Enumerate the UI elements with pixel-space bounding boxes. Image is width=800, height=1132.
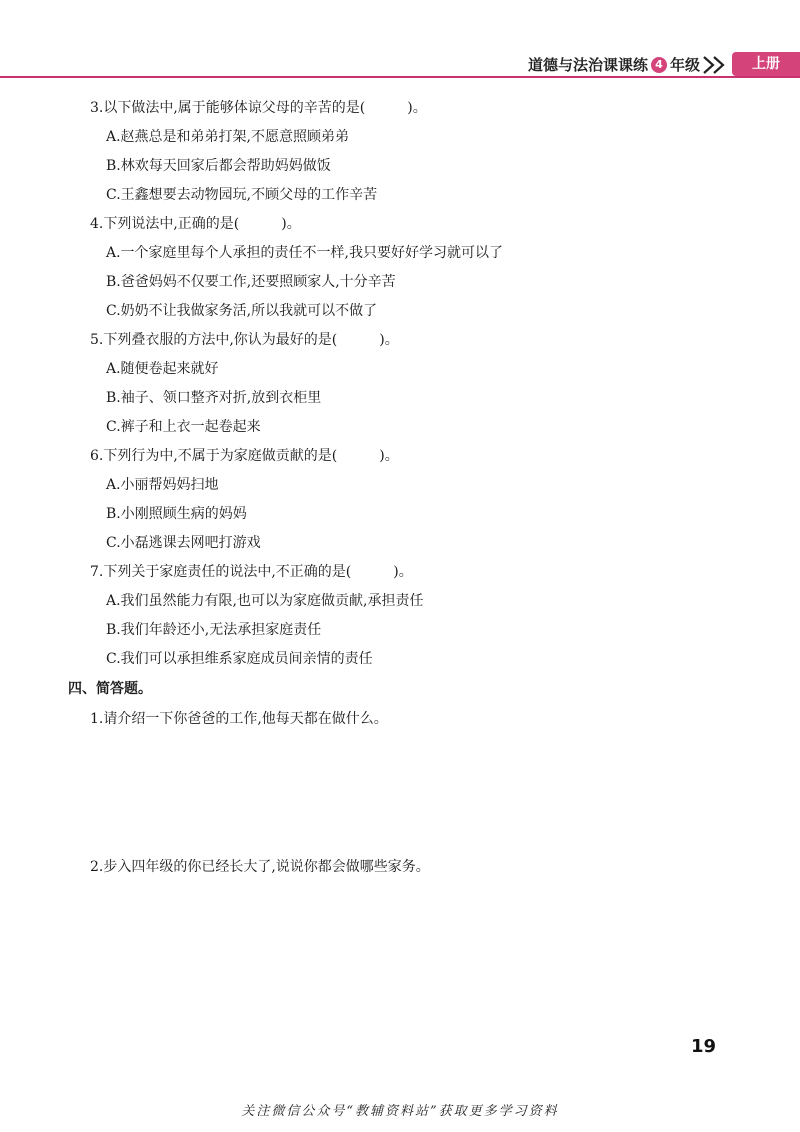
question-stem: 7.下列关于家庭责任的说法中,不正确的是( )。: [90, 564, 413, 580]
footer-note: 关注微信公众号“教辅资料站”获取更多学习资料: [241, 1104, 559, 1119]
header-rule: [0, 76, 800, 78]
question-3: [68, 94, 728, 210]
question-5: [68, 326, 728, 442]
grade-badge: 4: [651, 57, 667, 73]
worksheet-content: [68, 94, 728, 882]
option-c: C.小磊逃课去网吧打游戏: [106, 535, 261, 551]
option-a: A.小丽帮妈妈扫地: [106, 477, 219, 493]
header-title: [528, 54, 728, 75]
short-answer-question-2: 2.步入四年级的你已经长大了,说说你都会做哪些家务。: [90, 859, 430, 875]
double-chevron-right-icon: [702, 55, 728, 75]
option-b: B.林欢每天回家后都会帮助妈妈做饭: [106, 158, 331, 174]
option-b: B.我们年龄还小,无法承担家庭责任: [106, 622, 322, 638]
question-stem: 5.下列叠衣服的方法中,你认为最好的是( )。: [90, 332, 399, 348]
option-a: A.我们虽然能力有限,也可以为家庭做贡献,承担责任: [106, 593, 424, 609]
option-c: C.王鑫想要去动物园玩,不顾父母的工作辛苦: [106, 187, 378, 203]
option-b: B.爸爸妈妈不仅要工作,还要照顾家人,十分辛苦: [106, 274, 396, 290]
question-7: [68, 558, 728, 674]
option-a: A.随便卷起来就好: [106, 361, 219, 377]
option-b: B.小刚照顾生病的妈妈: [106, 506, 247, 522]
question-stem: 6.下列行为中,不属于为家庭做贡献的是( )。: [90, 448, 399, 464]
page-number: 19: [690, 1036, 716, 1057]
option-a: A.一个家庭里每个人承担的责任不一样,我只要好好学习就可以了: [106, 245, 504, 261]
page-header: [0, 48, 800, 88]
short-answer-question-1: 1.请介绍一下你爸爸的工作,他每天都在做什么。: [90, 711, 388, 727]
question-stem: 3.以下做法中,属于能够体谅父母的辛苦的是( )。: [90, 100, 427, 116]
book-title: 道德与法治课课练: [527, 56, 648, 74]
section-title-short-answer: 四、简答题。: [68, 681, 152, 697]
answer-space: [68, 734, 728, 852]
grade-label: 年级: [669, 56, 700, 74]
question-stem: 4.下列说法中,正确的是( )。: [90, 216, 301, 232]
question-4: [68, 210, 728, 326]
option-a: A.赵燕总是和弟弟打架,不愿意照顾弟弟: [106, 129, 350, 145]
question-6: [68, 442, 728, 558]
volume-tag: 上册: [732, 52, 800, 76]
option-c: C.我们可以承担维系家庭成员间亲情的责任: [106, 651, 373, 667]
option-c: C.裤子和上衣一起卷起来: [106, 419, 261, 435]
option-b: B.袖子、领口整齐对折,放到衣柜里: [106, 390, 322, 406]
option-c: C.奶奶不让我做家务活,所以我就可以不做了: [106, 303, 378, 319]
